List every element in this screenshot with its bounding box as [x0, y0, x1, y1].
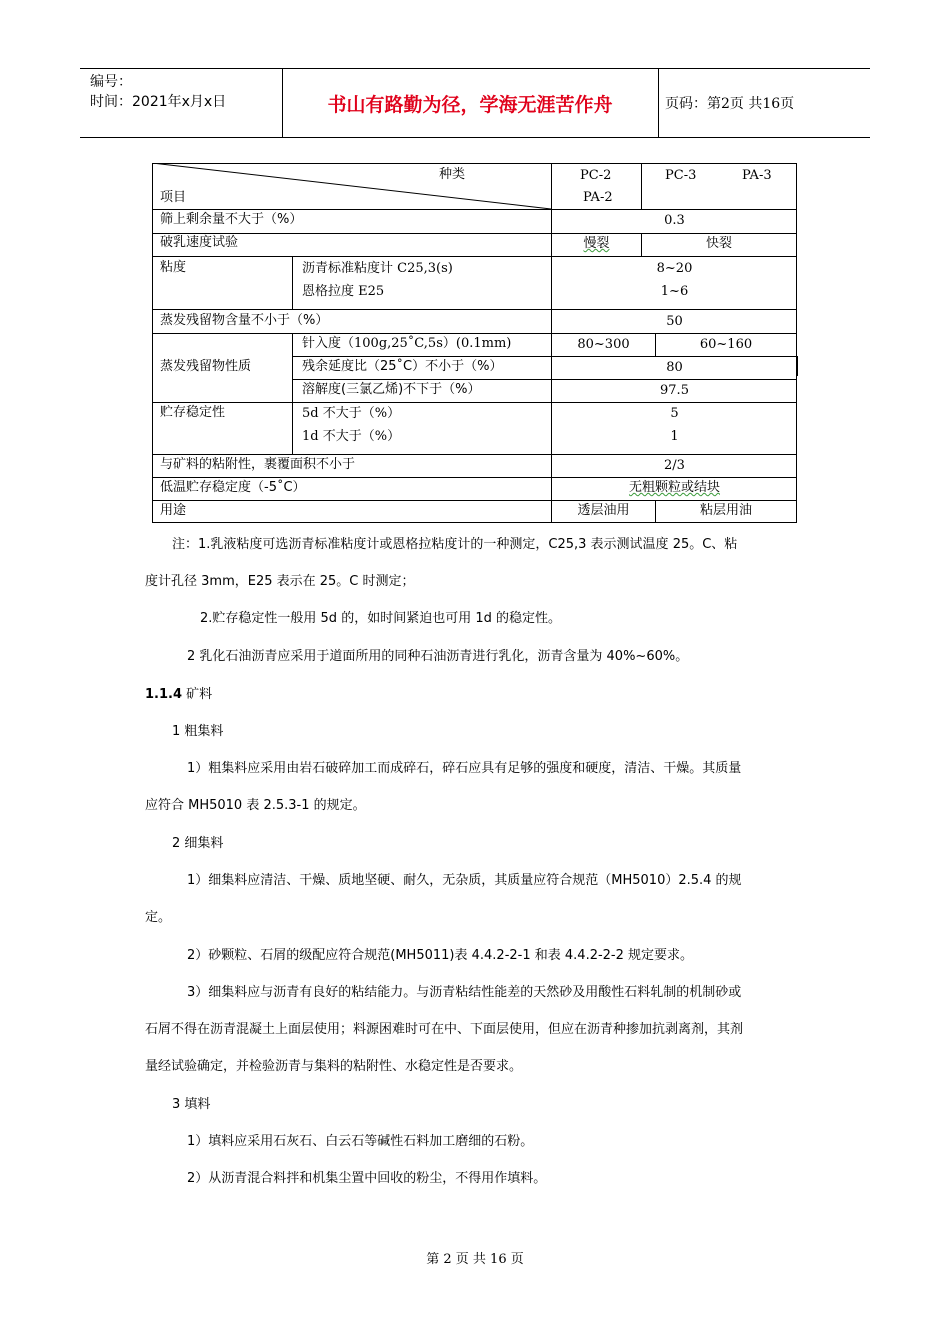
- para-coarse-a: 1）粗集料应采用由岩石破碎加工而成碎石，碎石应具有足够的强度和硬度，清洁、干燥。其质量: [187, 761, 742, 776]
- para-filler-1: 1）填料应采用石灰石、白云石等碱性石料加工磨细的石粉。: [187, 1134, 534, 1149]
- row-residue-label: 蒸发残留物含量不小于（%）: [160, 313, 329, 328]
- header-slogan: 书山有路勤为径，学海无涯苦作舟: [282, 69, 659, 137]
- row-duct-value: 80: [666, 360, 683, 375]
- head-pa3: PA-3: [742, 168, 772, 183]
- row-storage-sub1: 5d 不大于（%）: [302, 406, 401, 421]
- head-pc3: PC-3: [665, 168, 697, 183]
- row-storage-sub2: 1d 不大于（%）: [302, 429, 401, 444]
- header-diagonal: [152, 163, 552, 210]
- para-fine-1b: 定。: [145, 910, 172, 925]
- page-header: [80, 68, 870, 138]
- row-sieve-label: 筛上剩余量不大于（%）: [160, 212, 303, 227]
- row-lowtemp-label: 低温贮存稳定度（-5˚C）: [160, 480, 306, 495]
- emulsion-spec-table: [152, 163, 797, 523]
- row-adhesion-value: 2/3: [664, 458, 685, 473]
- note-1b: 度计孔径 3mm，E25 表示在 25。C 时测定；: [145, 574, 415, 589]
- doc-number-label: 编号：: [90, 74, 132, 90]
- header-info-cell: [80, 69, 283, 137]
- row-break-slow: 慢裂: [583, 236, 610, 251]
- para-fine-1a: 1）细集料应清洁、干燥、质地坚硬、耐久，无杂质，其质量应符合规范（MH5010）2.5.4 的规: [187, 873, 742, 888]
- row-sol-value: 97.5: [660, 383, 689, 398]
- head-pa2: PA-2: [583, 190, 613, 205]
- row-visc-val1: 8~20: [656, 261, 693, 276]
- para-fine-3b: 石屑不得在沥青混凝土上面层使用；料源困难时可在中、下面层使用，但应在沥青种掺加抗剥离剂，其剂: [145, 1022, 744, 1037]
- row-use-v2: 粘层用油: [699, 503, 752, 518]
- row-sieve-value: 0.3: [664, 213, 685, 228]
- paragraph-emulsion: 2 乳化石油沥青应采用于道面所用的同种石油沥青进行乳化，沥青含量为 40%~60%。: [187, 649, 689, 664]
- row-use-v1: 透层油用: [577, 503, 630, 518]
- row-use-label: 用途: [160, 503, 187, 518]
- row-lowtemp-value: 无粗颗粒或结块: [628, 480, 720, 495]
- row-sol-label: 溶解度(三氯乙烯)不下于（%）: [302, 382, 481, 397]
- row-storage-label: 贮存稳定性: [160, 405, 226, 420]
- row-visc-sub1: 沥青标准粘度计 C25,3(s): [302, 261, 453, 276]
- row-storage-v2: 1: [670, 429, 679, 444]
- row-pen-label: 针入度（100g,25˚C,5s）(0.1mm): [302, 336, 512, 351]
- heading-filler: 3 填料: [172, 1097, 211, 1112]
- note-1a: 注：1.乳液粘度可选沥青标准粘度计或恩格拉粘度计的一种测定，C25,3 表示测试温度 25。C、粘: [172, 537, 738, 552]
- row-visc-val2: 1~6: [660, 284, 689, 299]
- row-pen-v1: 80~300: [577, 337, 630, 352]
- row-pen-v2: 60~160: [699, 337, 753, 352]
- row-duct-label: 残余延度比（25˚C）不小于（%）: [302, 359, 503, 374]
- para-fine-3a: 3）细集料应与沥青有良好的粘结能力。与沥青粘结性能差的天然砂及用酸性石料轧制的机制砂或: [187, 985, 742, 1000]
- heading-coarse: 1 粗集料: [172, 724, 224, 739]
- row-visc-sub2: 恩格拉度 E25: [302, 284, 385, 299]
- para-coarse-b: 应符合 MH5010 表 2.5.3-1 的规定。: [145, 798, 366, 813]
- head-type: 种类: [439, 167, 466, 182]
- row-residue-prop-label: 蒸发残留物性质: [160, 359, 252, 374]
- row-visc-label: 粘度: [160, 260, 187, 275]
- row-storage-v1: 5: [670, 406, 679, 421]
- row-break-label: 破乳速度试验: [160, 235, 239, 250]
- section-title: 矿料: [186, 687, 213, 702]
- section-number: 1.1.4: [145, 687, 183, 702]
- para-fine-3c: 量经试验确定，并检验沥青与集料的粘附性、水稳定性是否要求。: [145, 1059, 523, 1074]
- head-pc2: PC-2: [580, 168, 612, 183]
- row-residue-value: 50: [666, 314, 683, 329]
- section-heading: [145, 686, 212, 704]
- doc-date-label: 时间：2021年x月x日: [90, 94, 227, 110]
- head-item: 项目: [160, 190, 187, 205]
- heading-fine: 2 细集料: [172, 836, 224, 851]
- row-adhesion-label: 与矿料的粘附性，裹覆面积不小于: [160, 457, 356, 472]
- para-filler-2: 2）从沥青混合料拌和机集尘置中回收的粉尘，不得用作填料。: [187, 1171, 547, 1186]
- header-page-number: 页码：第2页 共16页: [665, 96, 795, 112]
- note-2: 2.贮存稳定性一般用 5d 的，如时间紧迫也可用 1d 的稳定性。: [200, 611, 561, 626]
- row-break-fast: 快裂: [705, 236, 732, 251]
- page-footer: 第 2 页 共 16 页: [426, 1252, 524, 1267]
- para-fine-2: 2）砂颗粒、石屑的级配应符合规范(MH5011)表 4.4.2-2-1 和表 4.4.2-2-2 规定要求。: [187, 948, 694, 963]
